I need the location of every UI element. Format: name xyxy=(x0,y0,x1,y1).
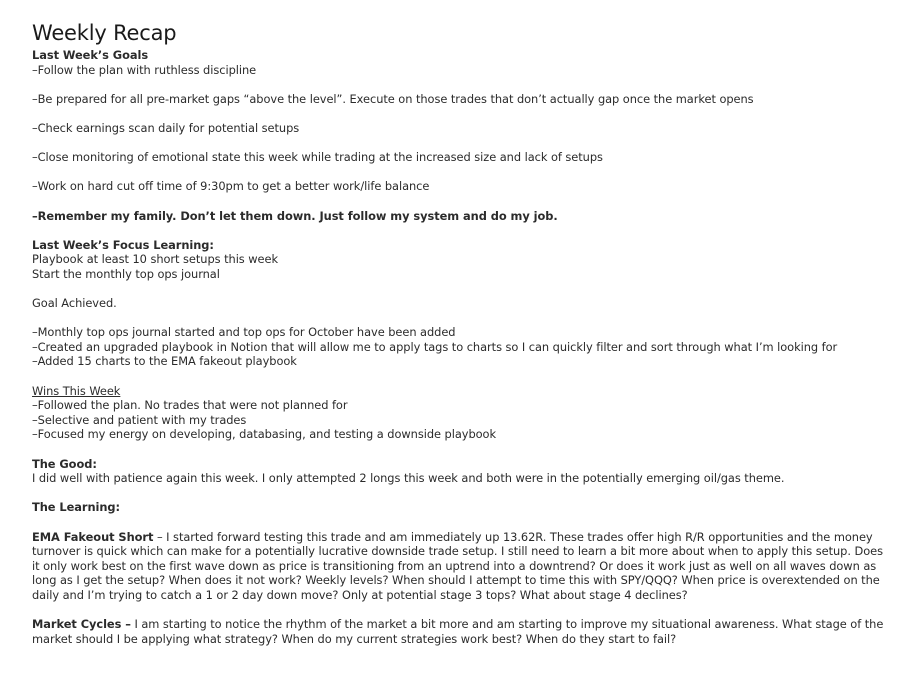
market-cycles-lead: Market Cycles – xyxy=(32,617,131,632)
goal-item: –Close monitoring of emotional state this week while trading at the increased size and lack of setups xyxy=(32,150,603,165)
goal-item: –Check earnings scan daily for potential setups xyxy=(32,120,300,135)
focus-item: Start the monthly top ops journal xyxy=(32,266,220,281)
focus-heading: Last Week’s Focus Learning: xyxy=(32,237,214,252)
ema-fakeout-text: – I started forward testing this trade and am immediately up 13.62R. These trades offer high R/R opportunities and the money turnover is quick which can make for a potentially lucrative downside trade setup. I still need to learn a bit more about when to apply this setup. Does it only work best on the first wave down as price is transitioning from an uptrend into a downtrend? Or does it work just as well on all waves down as long as I get the setup? When does it not work? Weekly levels? When should I attempt to time this with SPY/QQQ? When price is overextended on the daily and I’m trying to catch a 1 or 2 day down move? Only at potential stage 3 tops? What about stage 4 declines? xyxy=(32,529,883,602)
goal-item: –Be prepared for all pre-market gaps “above the level”. Execute on those trades that don’t actually gap once the market opens xyxy=(32,91,754,106)
good-heading: The Good: xyxy=(32,456,97,471)
focus-result: –Created an upgraded playbook in Notion that will allow me to apply tags to charts so I can quickly filter and sort through what I’m looking for xyxy=(32,339,838,354)
focus-item: Playbook at least 10 short setups this week xyxy=(32,252,278,267)
ema-fakeout-paragraph xyxy=(32,530,892,603)
learning-heading: The Learning: xyxy=(32,500,121,515)
win-item: –Focused my energy on developing, databasing, and testing a downside playbook xyxy=(32,427,497,442)
market-cycles-text: I am starting to notice the rhythm of the market a bit more and am starting to improve my situational awareness. What stage of the market should I be applying what strategy? When do my current strategies work best? When do they start to fail? xyxy=(32,617,884,646)
focus-result: –Monthly top ops journal started and top ops for October have been added xyxy=(32,325,456,340)
recap-body xyxy=(32,48,893,646)
wins-heading: Wins This Week xyxy=(32,383,121,398)
win-item: –Followed the plan. No trades that were not planned for xyxy=(32,398,348,413)
good-text: I did well with patience again this week. I only attempted 2 longs this week and both were in the potentially emerging oil/gas theme. xyxy=(32,471,785,486)
goal-item: –Follow the plan with ruthless discipline xyxy=(32,62,257,77)
goal-item: –Work on hard cut off time of 9:30pm to get a better work/life balance xyxy=(32,179,430,194)
win-item: –Selective and patient with my trades xyxy=(32,412,247,427)
page-title: Weekly Recap xyxy=(32,21,177,45)
ema-fakeout-lead: EMA Fakeout Short xyxy=(32,529,154,544)
market-cycles-paragraph xyxy=(32,617,892,646)
goal-achieved: Goal Achieved. xyxy=(32,296,117,311)
family-reminder: –Remember my family. Don’t let them down. Just follow my system and do my job. xyxy=(32,208,558,223)
goals-heading: Last Week’s Goals xyxy=(32,48,149,62)
focus-result: –Added 15 charts to the EMA fakeout playbook xyxy=(32,354,297,369)
